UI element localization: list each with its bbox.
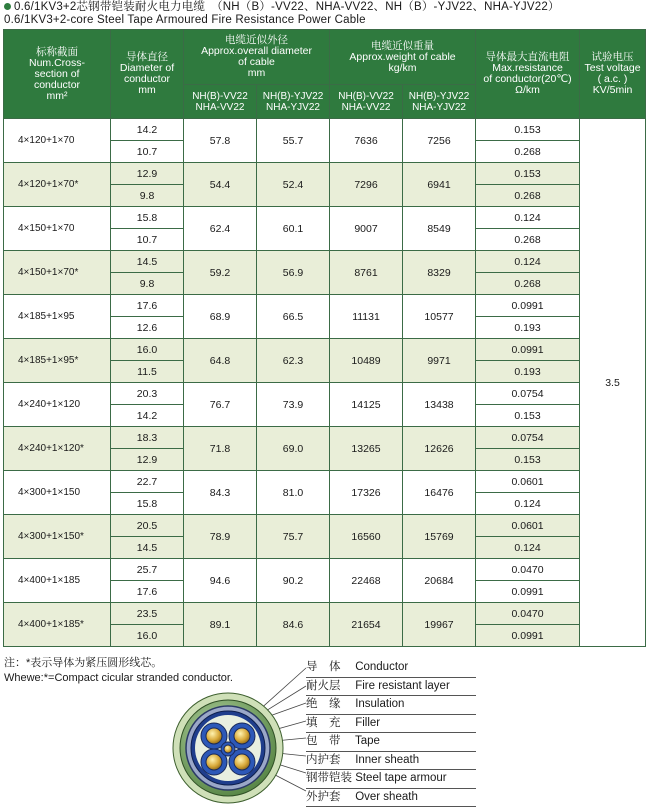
header-line: NHA-VV22 <box>184 102 256 113</box>
cell-od-yjv: 84.6 <box>257 603 330 647</box>
cell-weight-yjv: 15769 <box>403 515 476 559</box>
cell-od-vv: 94.6 <box>184 559 257 603</box>
cell-weight-yjv: 8329 <box>403 251 476 295</box>
header-line: 电缆近似重量 <box>330 41 475 52</box>
cell-spec: 4×400+1×185 <box>4 559 111 603</box>
cell-od-vv: 68.9 <box>184 295 257 339</box>
cell-od-vv: 89.1 <box>184 603 257 647</box>
cell-weight-yjv: 20684 <box>403 559 476 603</box>
cell-od-yjv: 81.0 <box>257 471 330 515</box>
legend-label-cn: 内护套 <box>306 752 352 768</box>
cell-diameter: 22.7 <box>111 471 184 493</box>
cell-diameter: 25.7 <box>111 559 184 581</box>
cell-diameter: 9.8 <box>111 273 184 295</box>
cell-od-yjv: 69.0 <box>257 427 330 471</box>
cell-weight-vv: 14125 <box>330 383 403 427</box>
cell-spec: 4×240+1×120 <box>4 383 111 427</box>
header-line: of conductor(20℃) <box>476 74 579 85</box>
cell-diameter: 16.0 <box>111 625 184 647</box>
cell-od-yjv: 60.1 <box>257 207 330 251</box>
cell-resistance: 0.0991 <box>476 339 580 361</box>
cell-weight-yjv: 16476 <box>403 471 476 515</box>
header-line: Ω/km <box>476 85 579 96</box>
cell-weight-vv: 7636 <box>330 119 403 163</box>
cell-diameter: 10.7 <box>111 141 184 163</box>
cell-weight-vv: 7296 <box>330 163 403 207</box>
cell-resistance: 0.153 <box>476 405 580 427</box>
cell-weight-yjv: 13438 <box>403 383 476 427</box>
cell-resistance: 0.0754 <box>476 383 580 405</box>
document-subtitle: 0.6/1KV3+2-core Steel Tape Armoured Fire Resistance Power Cable <box>4 14 366 27</box>
legend-label-en: Over sheath <box>352 791 418 803</box>
legend-label-en: Steel tape armour <box>352 772 447 784</box>
header-line: 电缆近似外径 <box>184 35 329 46</box>
legend-label-cn: 耐火层 <box>306 678 352 694</box>
header-line: mm² <box>4 91 110 102</box>
cell-diameter: 14.2 <box>111 119 184 141</box>
cell-spec: 4×185+1×95 <box>4 295 111 339</box>
cell-resistance: 0.268 <box>476 229 580 251</box>
cell-weight-yjv: 19967 <box>403 603 476 647</box>
header-line: NHA-YJV22 <box>257 102 329 113</box>
cell-od-vv: 57.8 <box>184 119 257 163</box>
cell-weight-vv: 21654 <box>330 603 403 647</box>
header-line: mm <box>184 68 329 79</box>
cell-spec: 4×150+1×70* <box>4 251 111 295</box>
cell-od-vv: 59.2 <box>184 251 257 295</box>
header-line: NH(B)-VV22 <box>330 91 402 102</box>
legend-label-cn: 填 充 <box>306 715 352 731</box>
cell-diameter: 12.6 <box>111 317 184 339</box>
header-line: of cable <box>184 57 329 68</box>
cell-resistance: 0.153 <box>476 163 580 185</box>
legend-label-en: Conductor <box>352 661 408 673</box>
cell-diameter: 11.5 <box>111 361 184 383</box>
cell-diameter: 12.9 <box>111 449 184 471</box>
legend-label-cn: 绝 缘 <box>306 696 352 712</box>
cell-resistance: 0.153 <box>476 449 580 471</box>
legend-label-cn: 导 体 <box>306 659 352 675</box>
cell-resistance: 0.0991 <box>476 581 580 603</box>
note-cn: 注：*表示导体为紧压圆形线芯。 <box>4 656 233 671</box>
header-line: Approx.overall diameter <box>184 46 329 57</box>
cell-diameter: 23.5 <box>111 603 184 625</box>
header-line: Test voltage <box>580 63 645 74</box>
legend-label-en: Filler <box>352 717 380 729</box>
cell-resistance: 0.0470 <box>476 559 580 581</box>
cell-od-vv: 78.9 <box>184 515 257 559</box>
document-title: 0.6/1KV3+2芯钢带铠装耐火电力电缆 （NH（B）-VV22、NHA-VV22、NH（B）-YJV22、NHA-YJV22） <box>4 1 560 14</box>
cell-resistance: 0.268 <box>476 185 580 207</box>
legend-label-en: Fire resistant layer <box>352 680 450 692</box>
legend-label-cn: 钢带铠装 <box>306 770 352 786</box>
cell-od-yjv: 73.9 <box>257 383 330 427</box>
legend-label-cn: 外护套 <box>306 789 352 805</box>
cell-resistance: 0.193 <box>476 317 580 339</box>
cell-test-voltage: 3.5 <box>580 119 646 647</box>
cell-diameter: 14.5 <box>111 251 184 273</box>
cell-spec: 4×120+1×70* <box>4 163 111 207</box>
cell-diameter: 9.8 <box>111 185 184 207</box>
cell-resistance: 0.124 <box>476 251 580 273</box>
cell-spec: 4×300+1×150 <box>4 471 111 515</box>
cell-diameter: 18.3 <box>111 427 184 449</box>
cell-od-vv: 84.3 <box>184 471 257 515</box>
cell-resistance: 0.153 <box>476 119 580 141</box>
cell-diameter: 14.5 <box>111 537 184 559</box>
cell-diameter: 15.8 <box>111 207 184 229</box>
cell-resistance: 0.193 <box>476 361 580 383</box>
cell-resistance: 0.0991 <box>476 295 580 317</box>
cell-resistance: 0.268 <box>476 141 580 163</box>
cell-weight-vv: 13265 <box>330 427 403 471</box>
cell-od-yjv: 66.5 <box>257 295 330 339</box>
cell-weight-vv: 10489 <box>330 339 403 383</box>
header-line: Num.Cross- <box>4 58 110 69</box>
cell-weight-yjv: 6941 <box>403 163 476 207</box>
header-line: 标称截面 <box>4 47 110 58</box>
cell-spec: 4×300+1×150* <box>4 515 111 559</box>
header-line: Max.resistance <box>476 63 579 74</box>
cell-resistance: 0.0601 <box>476 515 580 537</box>
cell-od-vv: 71.8 <box>184 427 257 471</box>
cell-weight-vv: 16560 <box>330 515 403 559</box>
cell-diameter: 17.6 <box>111 581 184 603</box>
header-line: NH(B)-VV22 <box>184 91 256 102</box>
header-line: conductor <box>4 80 110 91</box>
cell-spec: 4×240+1×120* <box>4 427 111 471</box>
cell-spec: 4×400+1×185* <box>4 603 111 647</box>
cell-od-vv: 64.8 <box>184 339 257 383</box>
header-line: section of <box>4 69 110 80</box>
cell-od-yjv: 90.2 <box>257 559 330 603</box>
cell-od-vv: 76.7 <box>184 383 257 427</box>
cell-resistance: 0.0601 <box>476 471 580 493</box>
cell-od-yjv: 55.7 <box>257 119 330 163</box>
cell-weight-yjv: 12626 <box>403 427 476 471</box>
cell-resistance: 0.124 <box>476 537 580 559</box>
cell-resistance: 0.124 <box>476 493 580 515</box>
cell-spec: 4×150+1×70 <box>4 207 111 251</box>
cell-od-yjv: 62.3 <box>257 339 330 383</box>
header-line: 导体直径 <box>111 52 183 63</box>
header-line: conductor <box>111 74 183 85</box>
cell-od-vv: 54.4 <box>184 163 257 207</box>
cell-od-vv: 62.4 <box>184 207 257 251</box>
cell-od-yjv: 56.9 <box>257 251 330 295</box>
cell-weight-vv: 9007 <box>330 207 403 251</box>
header-line: NH(B)-YJV22 <box>403 91 475 102</box>
header-line: mm <box>111 85 183 96</box>
cell-resistance: 0.124 <box>476 207 580 229</box>
cell-weight-yjv: 8549 <box>403 207 476 251</box>
cell-weight-yjv: 7256 <box>403 119 476 163</box>
cell-diameter: 15.8 <box>111 493 184 515</box>
cell-weight-yjv: 10577 <box>403 295 476 339</box>
cell-diameter: 16.0 <box>111 339 184 361</box>
cell-weight-yjv: 9971 <box>403 339 476 383</box>
legend-label-en: Insulation <box>352 698 404 710</box>
header-line: NHA-VV22 <box>330 102 402 113</box>
legend-label-en: Tape <box>352 735 380 747</box>
cell-resistance: 0.0470 <box>476 603 580 625</box>
cell-resistance: 0.268 <box>476 273 580 295</box>
cell-weight-vv: 22468 <box>330 559 403 603</box>
header-line: 试验电压 <box>580 52 645 63</box>
cell-diameter: 20.3 <box>111 383 184 405</box>
header-line: Diameter of <box>111 63 183 74</box>
cable-cross-section-icon <box>170 690 290 806</box>
header-line: NHA-YJV22 <box>403 102 475 113</box>
header-line: kg/km <box>330 63 475 74</box>
cell-spec: 4×120+1×70 <box>4 119 111 163</box>
cell-diameter: 10.7 <box>111 229 184 251</box>
cell-od-yjv: 52.4 <box>257 163 330 207</box>
legend-label-cn: 包 带 <box>306 733 352 749</box>
header-line: ( a.c. ) <box>580 74 645 85</box>
cell-od-yjv: 75.7 <box>257 515 330 559</box>
header-line: Approx.weight of cable <box>330 52 475 63</box>
cell-weight-vv: 17326 <box>330 471 403 515</box>
cell-weight-vv: 11131 <box>330 295 403 339</box>
cell-diameter: 17.6 <box>111 295 184 317</box>
legend-label-en: Inner sheath <box>352 754 419 766</box>
cell-weight-vv: 8761 <box>330 251 403 295</box>
cell-resistance: 0.0754 <box>476 427 580 449</box>
cell-diameter: 14.2 <box>111 405 184 427</box>
cell-diameter: 20.5 <box>111 515 184 537</box>
cell-diameter: 12.9 <box>111 163 184 185</box>
cell-resistance: 0.0991 <box>476 625 580 647</box>
note-en: Whewe:*=Compact cicular stranded conductor. <box>4 671 233 686</box>
header-line: NH(B)-YJV22 <box>257 91 329 102</box>
header-line: KV/5min <box>580 85 645 96</box>
header-line: 导体最大直流电阻 <box>476 52 579 63</box>
cell-spec: 4×185+1×95* <box>4 339 111 383</box>
